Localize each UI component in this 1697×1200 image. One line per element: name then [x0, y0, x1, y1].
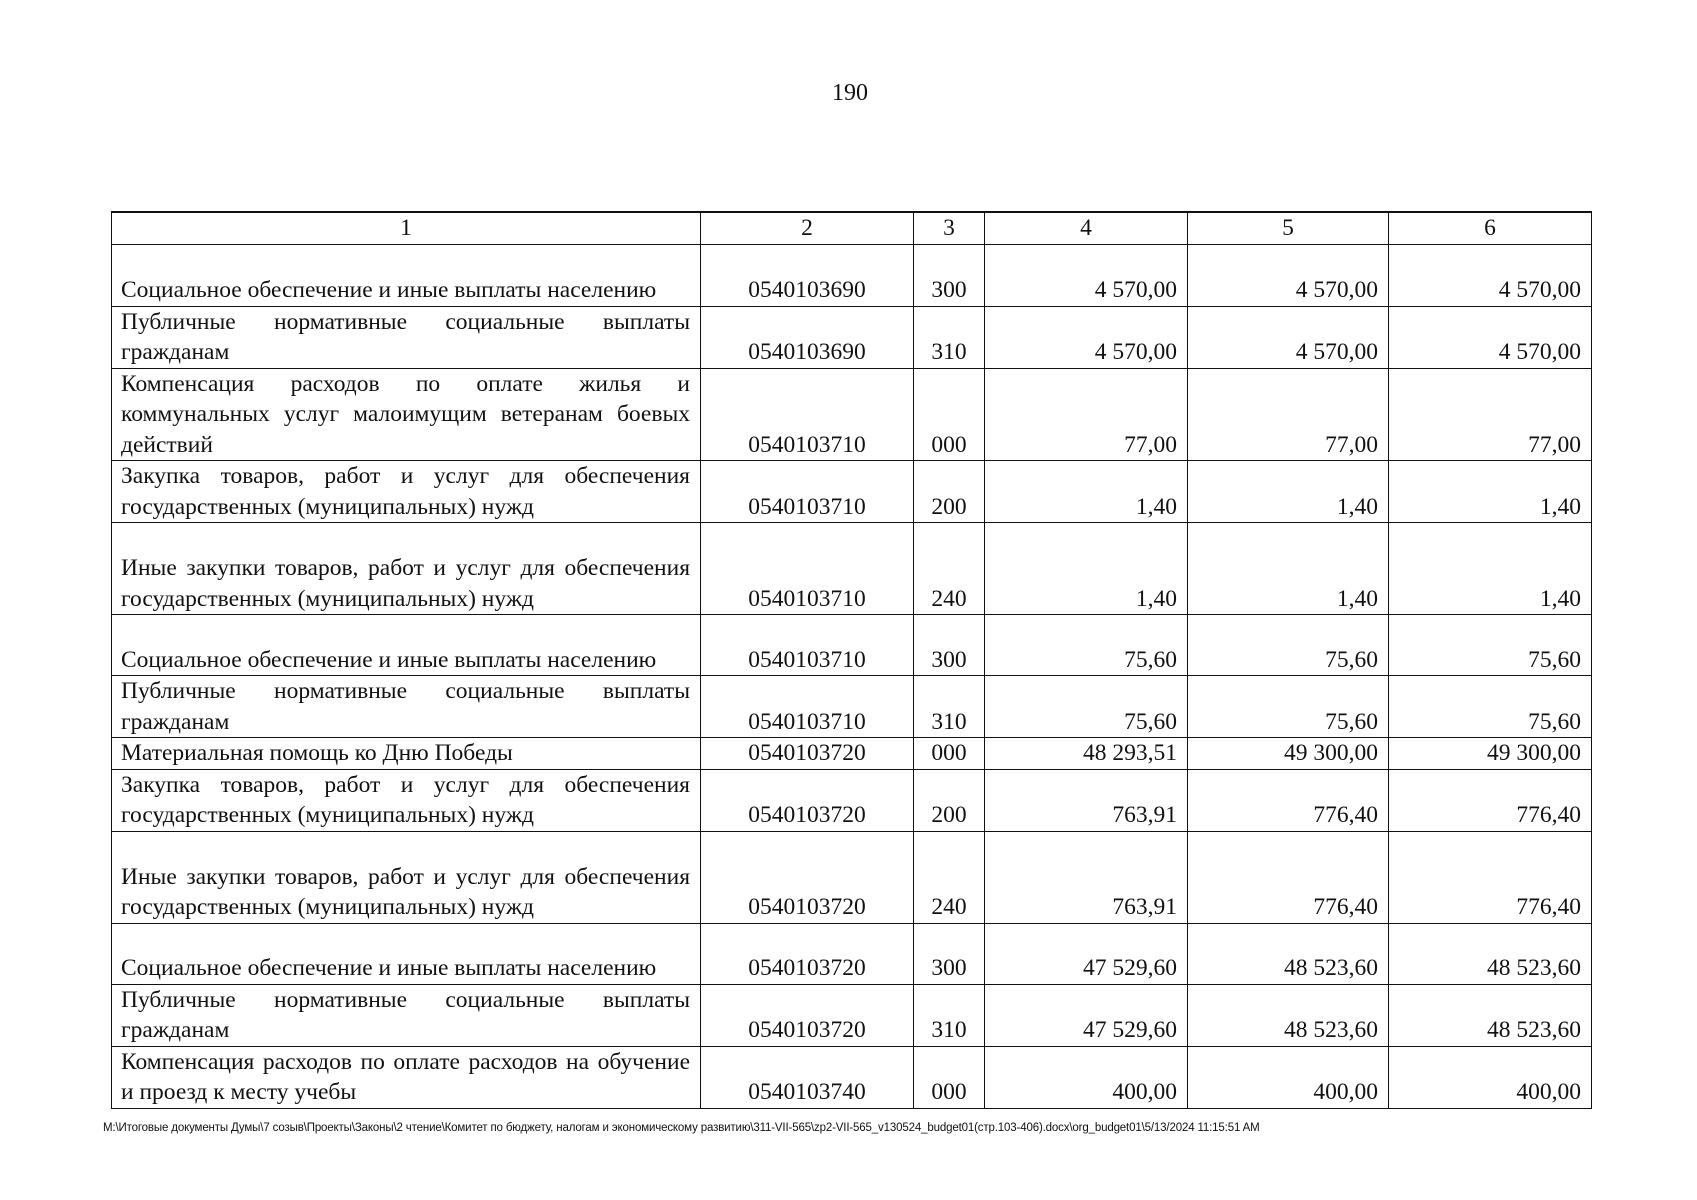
row-type: 300: [914, 923, 985, 984]
row-name: Иные закупки товаров, работ и услуг для обеспечения государственных (муниципальных) нужд: [112, 523, 701, 615]
row-name: Публичные нормативные социальные выплаты гражданам: [112, 306, 701, 368]
row-value-5: 1,40: [1188, 523, 1389, 615]
row-value-4: 763,91: [985, 769, 1188, 831]
row-type: 200: [914, 461, 985, 523]
table-row: [112, 984, 1592, 1046]
row-value-5: 400,00: [1188, 1046, 1389, 1108]
table-row: [112, 523, 1592, 615]
row-type: 300: [914, 615, 985, 676]
row-value-6: 776,40: [1389, 831, 1592, 923]
table-row: [112, 461, 1592, 523]
row-value-5: 75,60: [1188, 676, 1389, 738]
row-code: 0540103690: [701, 306, 914, 368]
column-header: 4: [985, 212, 1188, 244]
row-code: 0540103710: [701, 615, 914, 676]
row-value-6: 75,60: [1389, 615, 1592, 676]
row-type: 310: [914, 984, 985, 1046]
row-value-6: 77,00: [1389, 368, 1592, 461]
row-value-4: 400,00: [985, 1046, 1188, 1108]
row-code: 0540103690: [701, 244, 914, 306]
row-value-6: 48 523,60: [1389, 923, 1592, 984]
table-row: [112, 831, 1592, 923]
row-value-5: 77,00: [1188, 368, 1389, 461]
row-type: 310: [914, 306, 985, 368]
row-type: 000: [914, 738, 985, 770]
row-code: 0540103710: [701, 461, 914, 523]
column-header: 6: [1389, 212, 1592, 244]
table-row: [112, 738, 1592, 770]
table-row: [112, 244, 1592, 306]
row-code: 0540103720: [701, 769, 914, 831]
row-value-5: 776,40: [1188, 769, 1389, 831]
row-type: 000: [914, 368, 985, 461]
row-value-5: 1,40: [1188, 461, 1389, 523]
row-value-5: 75,60: [1188, 615, 1389, 676]
table-row: [112, 1046, 1592, 1108]
row-type: 300: [914, 244, 985, 306]
table-row: [112, 676, 1592, 738]
row-name: Социальное обеспечение и иные выплаты населению: [112, 244, 701, 306]
table-row: [112, 769, 1592, 831]
row-value-4: 75,60: [985, 615, 1188, 676]
row-type: 240: [914, 831, 985, 923]
row-value-6: 1,40: [1389, 461, 1592, 523]
column-header: 1: [112, 212, 701, 244]
row-value-5: 4 570,00: [1188, 244, 1389, 306]
row-code: 0540103720: [701, 738, 914, 770]
table-header-row: [112, 212, 1592, 244]
row-value-6: 4 570,00: [1389, 244, 1592, 306]
row-value-6: 49 300,00: [1389, 738, 1592, 770]
page-number: 190: [832, 80, 868, 106]
row-type: 240: [914, 523, 985, 615]
row-value-5: 776,40: [1188, 831, 1389, 923]
row-code: 0540103720: [701, 984, 914, 1046]
row-value-4: 47 529,60: [985, 923, 1188, 984]
row-value-5: 48 523,60: [1188, 923, 1389, 984]
row-name: Компенсация расходов по оплате жилья и коммунальных услуг малоимущим ветеранам боевых действий: [112, 368, 701, 461]
column-header: 2: [701, 212, 914, 244]
row-value-5: 49 300,00: [1188, 738, 1389, 770]
row-name: Социальное обеспечение и иные выплаты населению: [112, 923, 701, 984]
row-value-4: 47 529,60: [985, 984, 1188, 1046]
row-name: Иные закупки товаров, работ и услуг для обеспечения государственных (муниципальных) нужд: [112, 831, 701, 923]
column-header: 3: [914, 212, 985, 244]
row-value-4: 75,60: [985, 676, 1188, 738]
budget-table: [111, 211, 1592, 1109]
row-value-4: 77,00: [985, 368, 1188, 461]
table-row: [112, 306, 1592, 368]
row-code: 0540103710: [701, 523, 914, 615]
row-name: Социальное обеспечение и иные выплаты населению: [112, 615, 701, 676]
footer-file-path: M:\Итоговые документы Думы\7 созыв\Проекты\Законы\2 чтение\Комитет по бюджету, налогам и экономическому развитию\311-VII-565\zp2-VII-565_v130524_budget01(стр.103-406).docx\org_budget01\5/13/2024 11:15:51 AM: [103, 1122, 1260, 1134]
row-value-5: 4 570,00: [1188, 306, 1389, 368]
row-code: 0540103710: [701, 368, 914, 461]
table-row: [112, 615, 1592, 676]
row-code: 0540103720: [701, 923, 914, 984]
row-name: Материальная помощь ко Дню Победы: [112, 738, 701, 770]
row-value-6: 1,40: [1389, 523, 1592, 615]
row-type: 000: [914, 1046, 985, 1108]
row-value-6: 48 523,60: [1389, 984, 1592, 1046]
row-code: 0540103740: [701, 1046, 914, 1108]
column-header: 5: [1188, 212, 1389, 244]
table-row: [112, 368, 1592, 461]
row-value-4: 1,40: [985, 461, 1188, 523]
row-name: Публичные нормативные социальные выплаты гражданам: [112, 984, 701, 1046]
row-value-4: 1,40: [985, 523, 1188, 615]
row-value-4: 763,91: [985, 831, 1188, 923]
row-code: 0540103720: [701, 831, 914, 923]
row-name: Закупка товаров, работ и услуг для обеспечения государственных (муниципальных) нужд: [112, 769, 701, 831]
row-type: 310: [914, 676, 985, 738]
row-value-6: 776,40: [1389, 769, 1592, 831]
row-type: 200: [914, 769, 985, 831]
row-value-5: 48 523,60: [1188, 984, 1389, 1046]
row-name: Закупка товаров, работ и услуг для обеспечения государственных (муниципальных) нужд: [112, 461, 701, 523]
row-value-6: 75,60: [1389, 676, 1592, 738]
row-code: 0540103710: [701, 676, 914, 738]
table-row: [112, 923, 1592, 984]
row-value-4: 4 570,00: [985, 306, 1188, 368]
row-name: Публичные нормативные социальные выплаты гражданам: [112, 676, 701, 738]
row-value-4: 48 293,51: [985, 738, 1188, 770]
row-value-6: 400,00: [1389, 1046, 1592, 1108]
row-value-6: 4 570,00: [1389, 306, 1592, 368]
row-value-4: 4 570,00: [985, 244, 1188, 306]
row-name: Компенсация расходов по оплате расходов на обучение и проезд к месту учебы: [112, 1046, 701, 1108]
